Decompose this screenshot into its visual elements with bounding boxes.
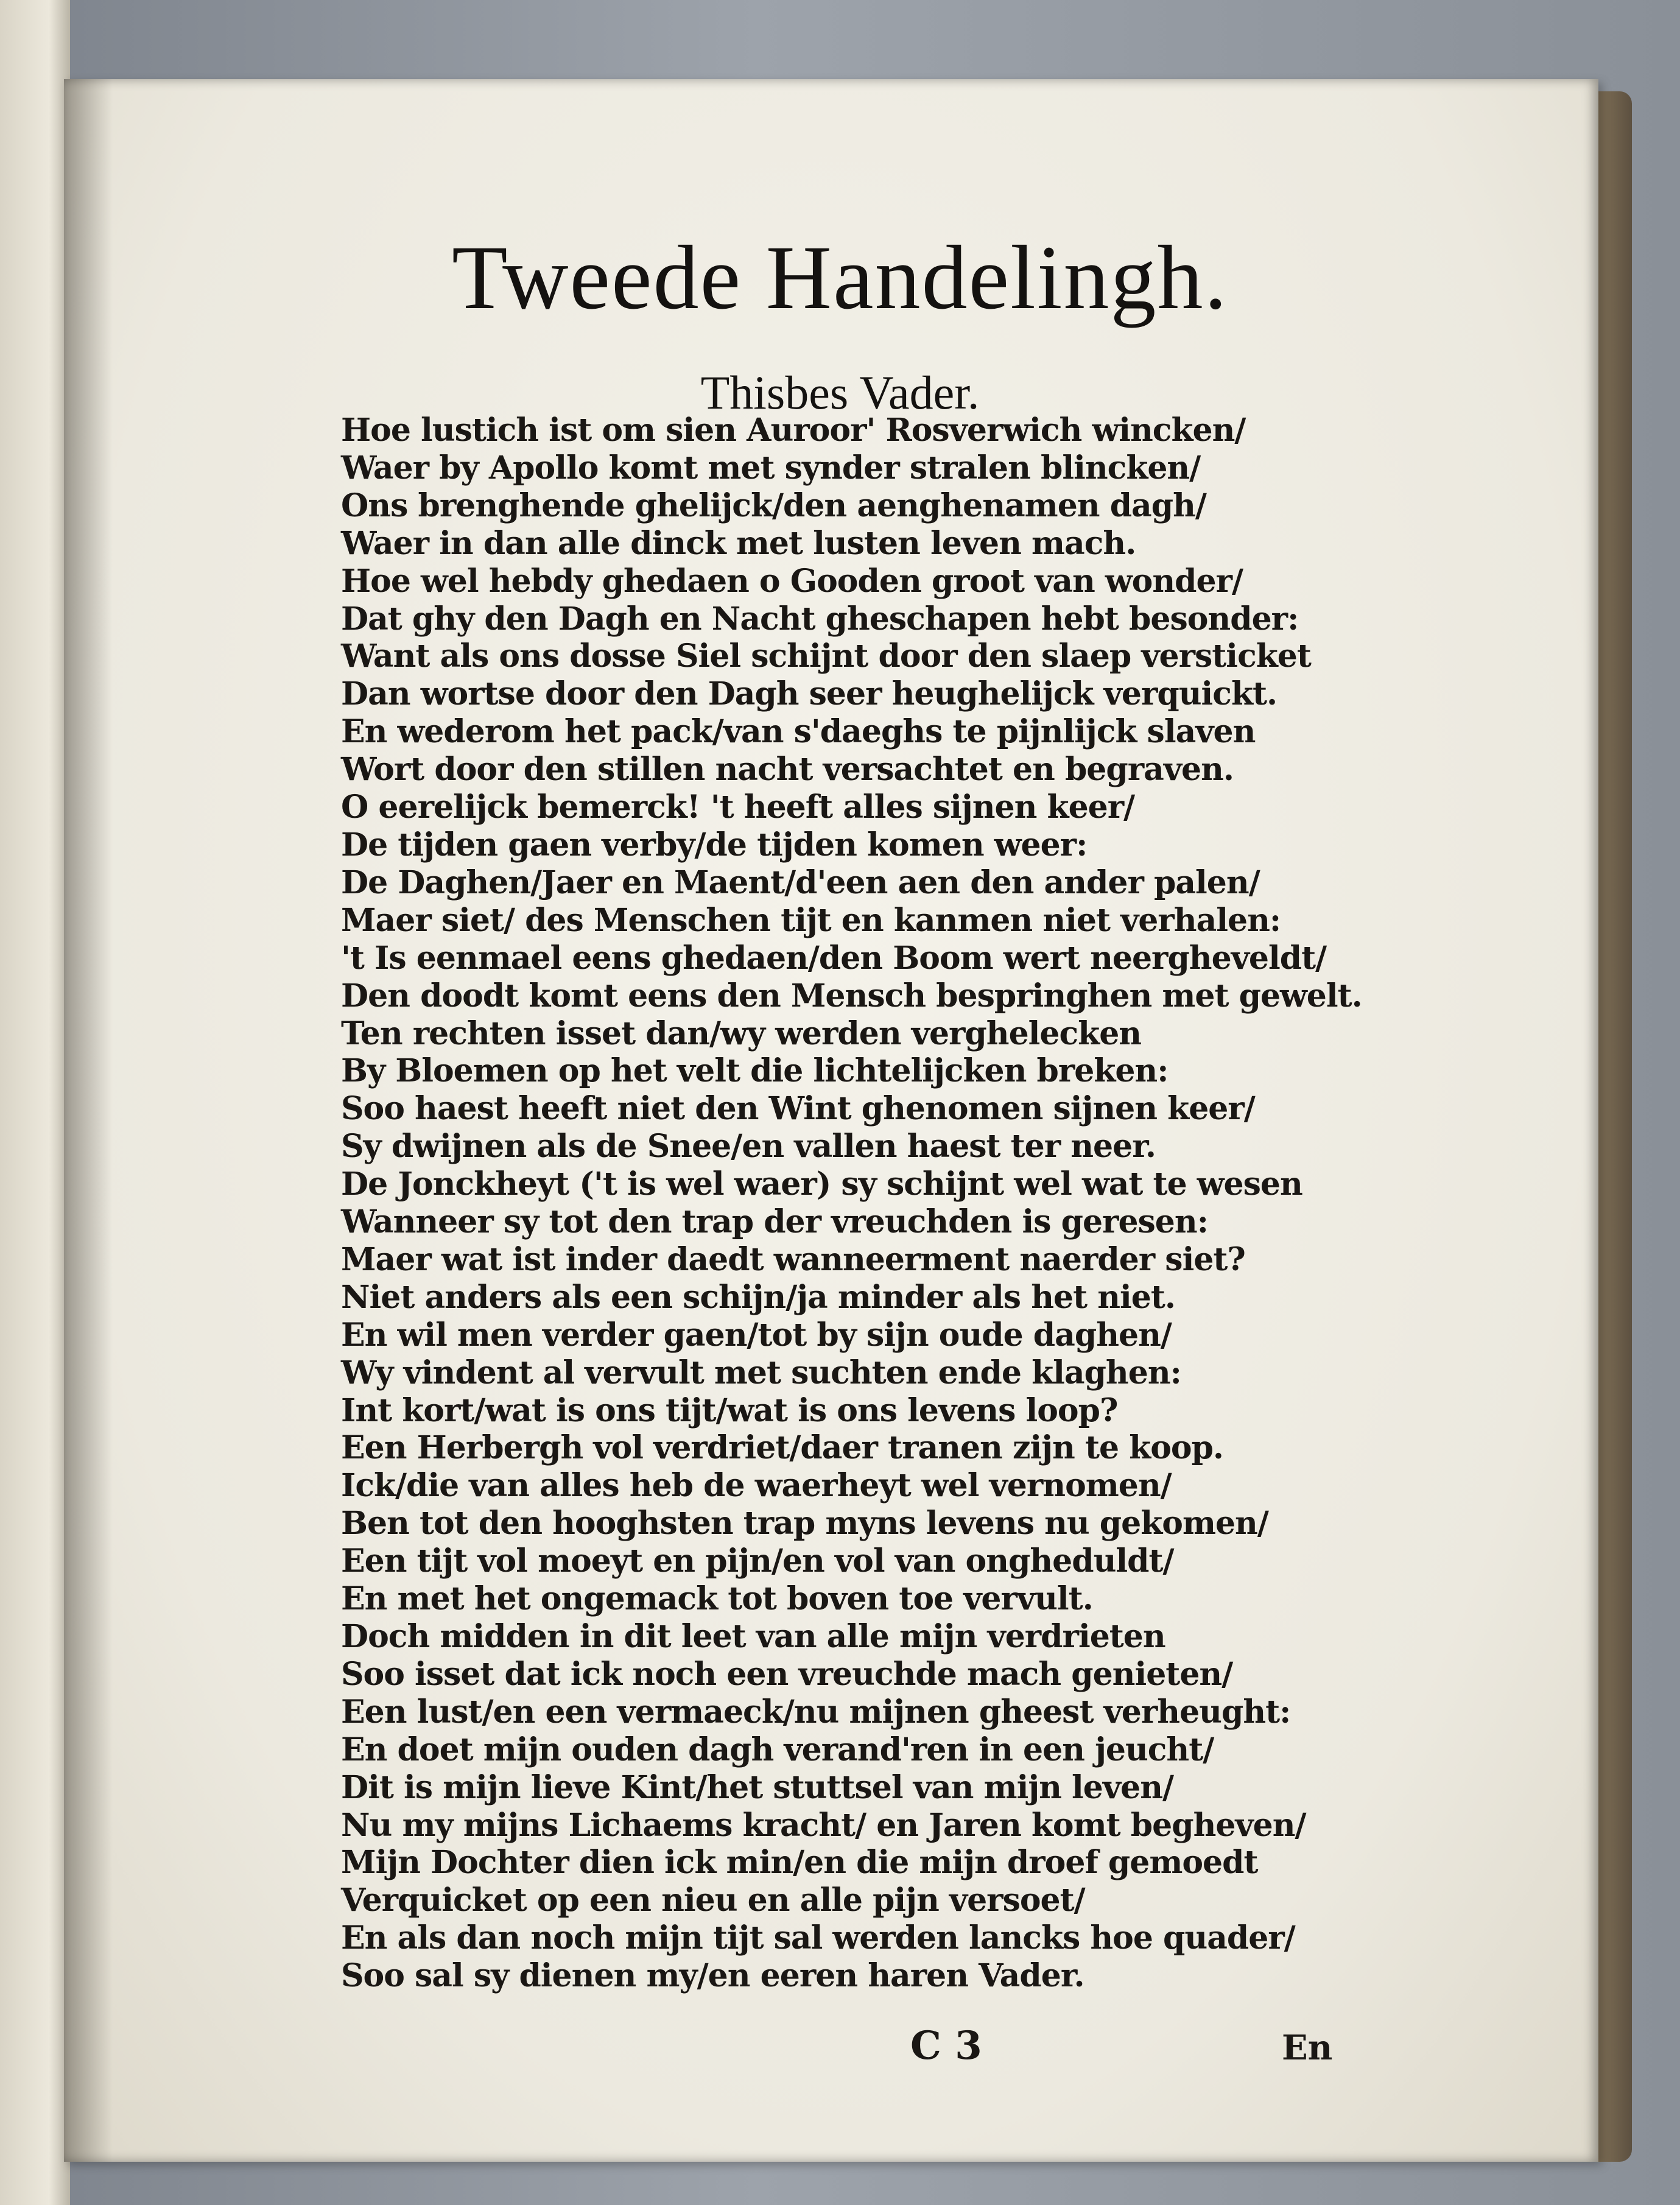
verse-list	[341, 412, 1376, 1995]
verse-line: Dit is mijn lieve Kint/het stuttsel van mijn leven/	[341, 1768, 1173, 1806]
facing-page-edge	[0, 0, 70, 2205]
verse-line: Nu my mijns Lichaems kracht/ en Jaren komt begheven/	[341, 1806, 1306, 1844]
verse-line: En als dan noch mijn tijt sal werden lancks hoe quader/	[341, 1919, 1295, 1957]
verse-line: By Bloemen op het velt die lichtelijcken breken:	[341, 1052, 1169, 1090]
verse-line: Niet anders als een schijn/ja minder als het niet.	[341, 1278, 1175, 1316]
speaker-name: Thisbes Vader.	[700, 366, 980, 419]
verse-line: Wort door den stillen nacht versachtet en begraven.	[341, 751, 1234, 789]
verse-line: Soo isset dat ick noch een vreuchde mach genieten/	[341, 1655, 1233, 1693]
verse-line: En wil men verder gaen/tot by sijn oude daghen/	[341, 1316, 1172, 1354]
verse-line: Ons brenghende ghelijck/den aenghenamen dagh/	[341, 487, 1206, 524]
verse-line: Soo sal sy dienen my/en eeren haren Vader.	[341, 1957, 1084, 1995]
verse-line: Soo haest heeft niet den Wint ghenomen sijnen keer/	[341, 1090, 1255, 1128]
verse-line: Een lust/en een vermaeck/nu mijnen gheest verheught:	[341, 1693, 1291, 1731]
verse-line: 't Is eenmael eens ghedaen/den Boom wert neergheveldt/	[341, 939, 1327, 977]
verse-line: Sy dwijnen als de Snee/en vallen haest ter neer.	[341, 1128, 1156, 1166]
verse-line: Dan wortse door den Dagh seer heughelijck verquickt.	[341, 675, 1278, 713]
verse-line: Maer wat ist inder daedt wanneerment naerder siet?	[341, 1240, 1245, 1278]
signature-mark: C 3	[910, 2023, 982, 2069]
verse-line: Wanneer sy tot den trap der vreuchden is geresen:	[341, 1203, 1208, 1241]
verse-line: De tijden gaen verby/de tijden komen weer:	[341, 826, 1088, 863]
verse-line: Verquicket op een nieu en alle pijn versoet/	[341, 1882, 1085, 1919]
verse-line: En doet mijn ouden dagh verand'ren in een jeucht/	[341, 1731, 1214, 1768]
page-title: Tweede Handelingh.	[451, 227, 1229, 328]
verse-line: Mijn Dochter dien ick min/en die mijn droef gemoedt	[341, 1844, 1258, 1882]
verse-line: Doch midden in dit leet van alle mijn verdrieten	[341, 1618, 1165, 1655]
verse-line: De Daghen/Jaer en Maent/d'een aen den ander palen/	[341, 863, 1260, 901]
verse-line: Ben tot den hooghsten trap myns levens nu gekomen/	[341, 1505, 1268, 1542]
verse-line: Een Herbergh vol verdriet/daer tranen zijn te koop.	[341, 1429, 1224, 1467]
verse-line: En wederom het pack/van s'daeghs te pijnlijck slaven	[341, 713, 1256, 751]
verse-line: Hoe lustich ist om sien Auroor' Rosverwich wincken/	[341, 412, 1246, 449]
verse-line: Want als ons dosse Siel schijnt door den slaep versticket	[341, 638, 1311, 675]
catchword: En	[1282, 2028, 1333, 2068]
verse-line: Den doodt komt eens den Mensch bespringhen met gewelt.	[341, 977, 1362, 1015]
verse-line: Een tijt vol moeyt en pijn/en vol van ongheduldt/	[341, 1542, 1174, 1580]
verse-line: Waer by Apollo komt met synder stralen blincken/	[341, 449, 1201, 487]
verse-line: Waer in dan alle dinck met lusten leven mach.	[341, 524, 1136, 562]
verse-line: Maer siet/ des Menschen tijt en kanmen niet verhalen:	[341, 901, 1281, 939]
verse-line: O eerelijck bemerck! 't heeft alles sijnen keer/	[341, 789, 1135, 826]
verse-line: Dat ghy den Dagh en Nacht gheschapen hebt besonder:	[341, 600, 1299, 638]
verse-line: En met het ongemack tot boven toe vervult.	[341, 1580, 1093, 1618]
verse-line: Int kort/wat is ons tijt/wat is ons levens loop?	[341, 1391, 1118, 1429]
verse-line: De Jonckheyt ('t is wel waer) sy schijnt wel wat te wesen	[341, 1166, 1302, 1203]
verse-line: Ick/die van alles heb de waerheyt wel vernomen/	[341, 1467, 1172, 1505]
verse-line: Hoe wel hebdy ghedaen o Gooden groot van wonder/	[341, 562, 1243, 600]
verse-line: Ten rechten isset dan/wy werden verghelecken	[341, 1015, 1142, 1052]
verse-line: Wy vindent al vervult met suchten ende klaghen:	[341, 1354, 1181, 1391]
